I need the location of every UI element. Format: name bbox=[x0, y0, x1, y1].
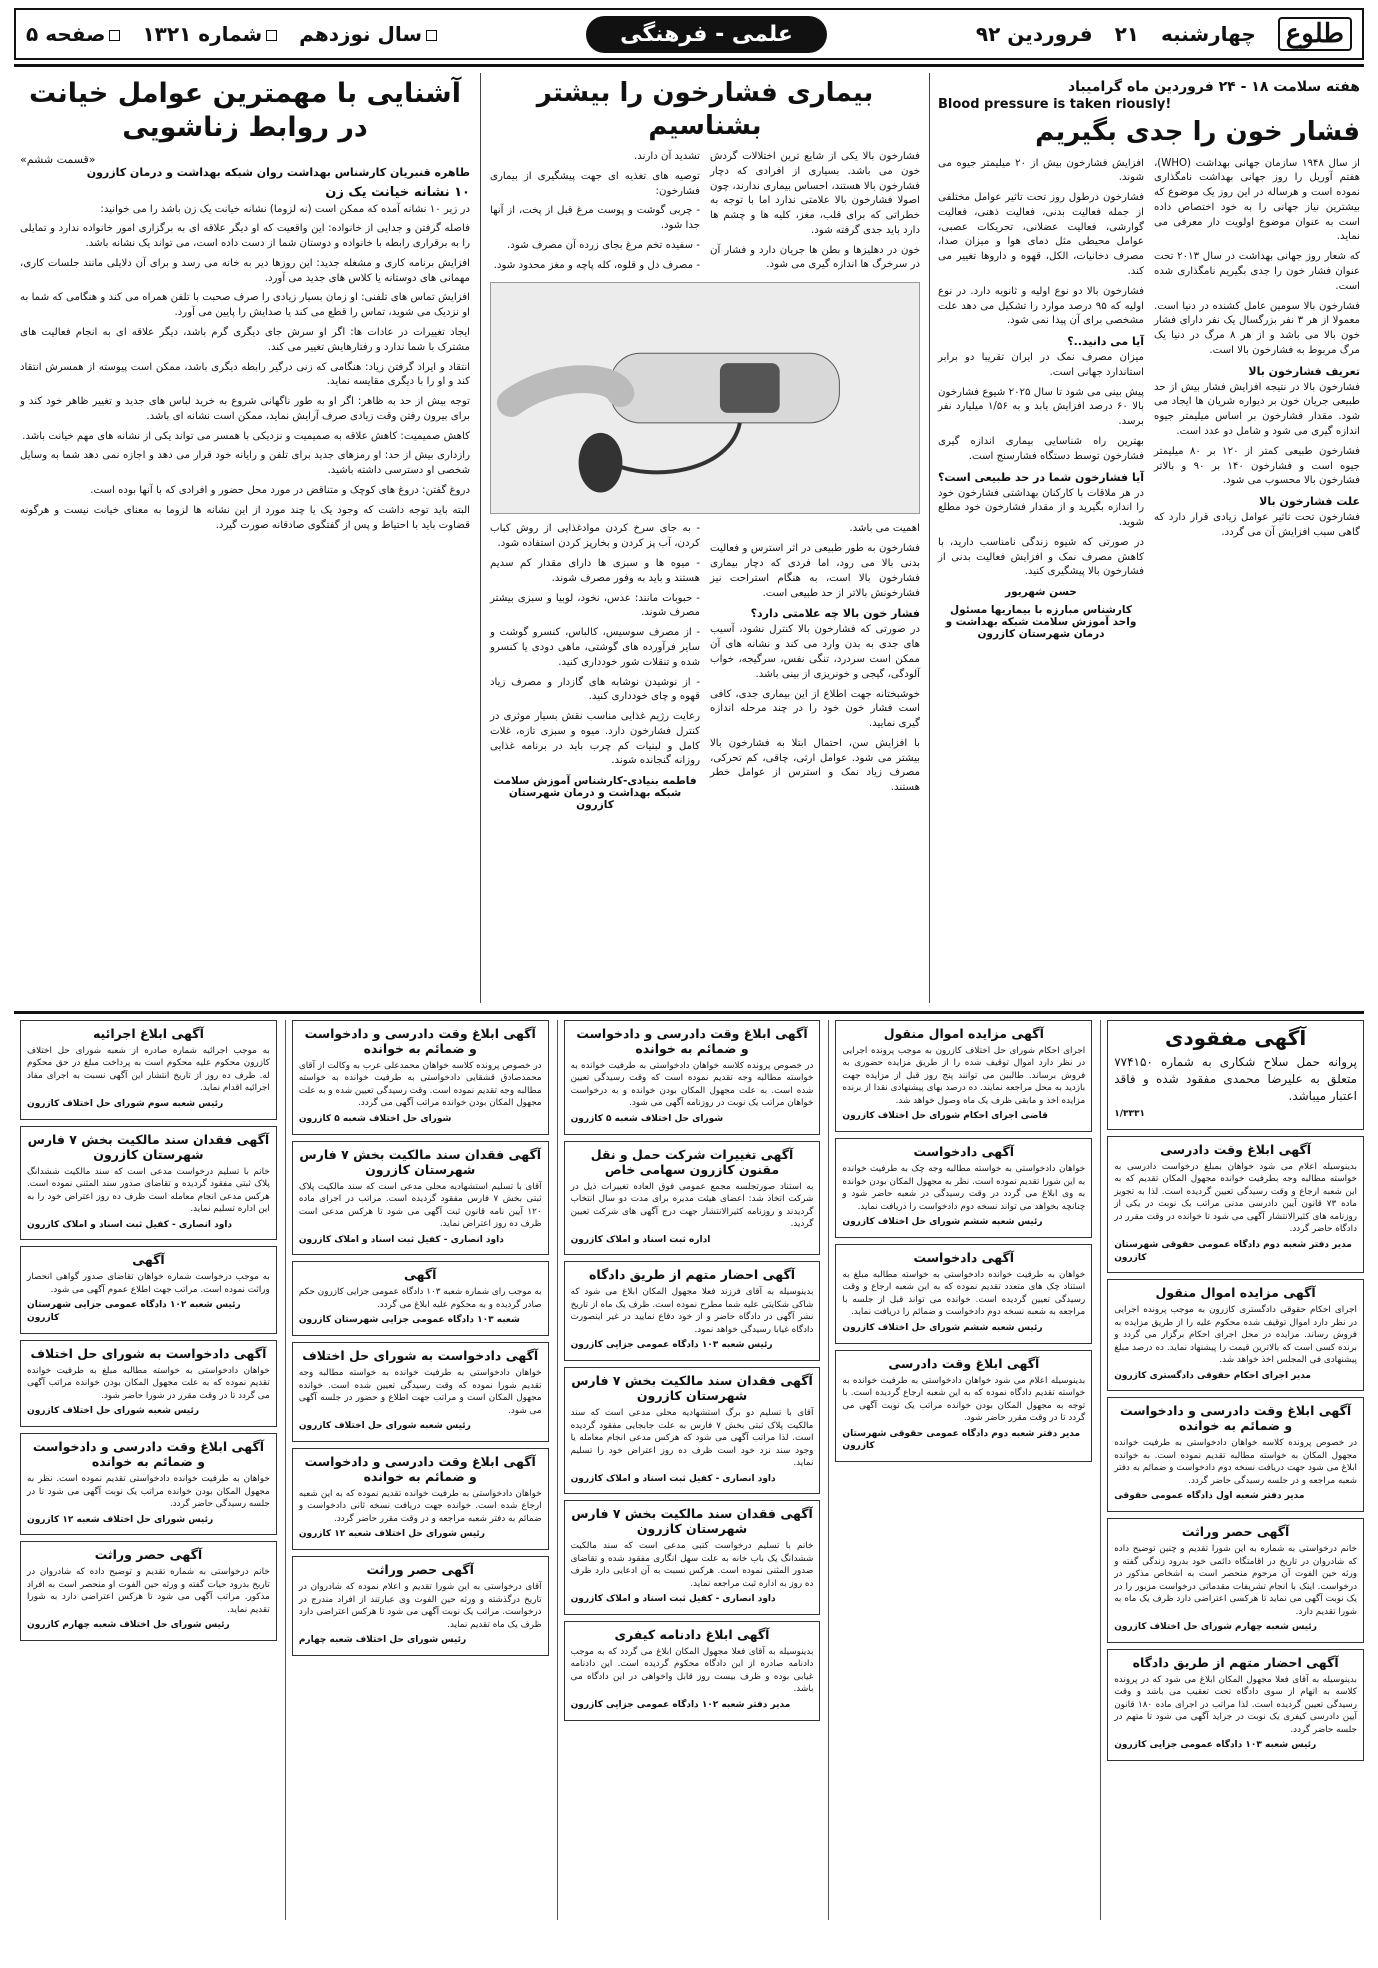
notice-body: خانم با تسلیم درخواست کتبی مدعی است که سند مالکیت ششدانگ یک باب خانه به علت سهل انگاری مفقود شده و تقاضای صدور المثنی نموده است. هرکس نسبت به آن ادعایی دارد ظرف ده روز به اداره ثبت مراجعه نماید. bbox=[570, 1541, 814, 1589]
notice-body: به موجب درخواست شماره خواهان تقاضای صدور گواهی انحصار وراثت نموده است. مراتب جهت اطلاع عموم آگهی می شود. bbox=[27, 1272, 270, 1295]
notice-title: آگهی bbox=[403, 1267, 437, 1283]
notice-title: آگهی ابلاغ وقت دادرسی و دادخواست و ضمائم به خوانده bbox=[304, 1026, 536, 1056]
notice-title: آگهی حصر وراثت bbox=[1181, 1524, 1290, 1540]
square-bullet-icon bbox=[266, 30, 277, 41]
paragraph: پیش بینی می شود تا سال ۲۰۲۵ شیوع فشارخون بالا ۶۰ درصد افزایش یابد و به ۱/۵۶ میلیارد نفر برسد. bbox=[938, 386, 1145, 428]
paragraph: خون در دهلیزها و بطن ها جریان دارد و فشار آن در سرخرگ ها اندازه گیری می شود. bbox=[710, 244, 920, 271]
article-column bbox=[710, 150, 920, 278]
ads-column bbox=[557, 1020, 821, 1920]
page-header bbox=[14, 8, 1364, 60]
header-rule bbox=[14, 64, 1364, 67]
issue-month-year: فروردین ۹۲ bbox=[975, 22, 1093, 46]
notice-signature: مدیر دفتر شعبه دوم دادگاه عمومی حقوقی شهرستان کازرون bbox=[842, 1428, 1081, 1452]
paragraph: - از نوشیدن نوشابه های گازدار و مصرف زیاد قهوه و چای خودداری کنید. bbox=[490, 676, 700, 703]
notice-signature: مدیر دفتر شعبه اول دادگاه عمومی حقوقی bbox=[1114, 1491, 1305, 1502]
notice-signature: رئیس شورای حل اختلاف شعبه ۱۲ کازرون bbox=[27, 1514, 214, 1525]
legal-notice bbox=[20, 1020, 277, 1120]
legal-notice bbox=[564, 1367, 821, 1494]
legal-notice bbox=[20, 1541, 277, 1641]
legal-notice bbox=[1107, 1136, 1364, 1273]
paragraph: فشارخون بالا یکی از شایع ترین اختلالات گردش خون می باشد. بسیاری از افرادی که دچار فشارخون بالا هستند، احساس بیماری ندارند، چون اصولا فشارخون بالا علامتی ندارد اما با توجه به خطراتی که برای قلب، مغز، کلیه ها و چشم ها دارد باید جدی گرفته شود. bbox=[710, 151, 920, 236]
notice-signature: رئیس شعبه ششم شورای حل اختلاف کازرون bbox=[842, 1217, 1043, 1228]
notice-signature: مدیر اجرای احکام حقوقی دادگستری کازرون bbox=[1114, 1370, 1311, 1381]
notice-title: آگهی فقدان سند مالکیت بخش ۷ فارس شهرستان کازرون bbox=[27, 1131, 270, 1162]
ads-column bbox=[14, 1020, 277, 1920]
legal-notice bbox=[20, 1246, 277, 1334]
notice-title: آگهی فقدان سند مالکیت بخش ۷ فارس شهرستان کازرون bbox=[571, 1373, 813, 1404]
article-headline: آشنایی با مهمترین عوامل خیانت در روابط زناشویی bbox=[29, 78, 461, 143]
article-english-kicker: Blood pressure is taken riously! bbox=[938, 97, 1172, 112]
subheading: آیا فشارخون شما در حد طبیعی است؟ bbox=[938, 470, 1144, 484]
blood-pressure-photo bbox=[490, 282, 920, 514]
series-label: «قسمت ششم» bbox=[20, 152, 96, 166]
notice-signature: شورای حل اختلاف شعبه ۵ کازرون bbox=[298, 1113, 452, 1124]
notice-title: آگهی ابلاغ وقت دادرسی و دادخواست و ضمائم به خوانده bbox=[576, 1026, 808, 1056]
notice-title: آگهی فقدان سند مالکیت بخش ۷ فارس شهرستان کازرون bbox=[299, 1146, 542, 1177]
notice-title: آگهی حصر وراثت bbox=[366, 1562, 474, 1578]
notice-title: آگهی حصر وراثت bbox=[94, 1547, 203, 1563]
paragraph: افزایش برنامه کاری و مشغله جدید: این روزها دیر به خانه می رسد و برای آن دلایلی مانند جلسات کاری، مهمانی های دوستانه یا کلاس های جدید می آورد. bbox=[20, 257, 470, 284]
notice-title: آگهی ابلاغ وقت دادرسی bbox=[1160, 1141, 1312, 1157]
article-body bbox=[14, 185, 476, 534]
notice-signature: مدیر دفتر شعبه ۱۰۲ دادگاه عمومی جزایی کازرون bbox=[570, 1699, 791, 1710]
legal-notice bbox=[564, 1500, 821, 1615]
subheading: ۱۰ نشانه خیانت یک زن bbox=[325, 184, 470, 200]
article-column bbox=[490, 522, 700, 811]
paragraph: - سفیده تخم مرغ بجای زرده آن مصرف شود. bbox=[507, 239, 700, 251]
paragraph: فشارخون بالا در نتیجه افزایش فشار بیش از حد طبیعی جریان خون بر دیواره شریان ها ایجاد می شود. مقدار فشارخون بر اساس میلیمتر جیوه اندازه گیری می شود و شامل دو عدد است. bbox=[1154, 381, 1360, 437]
ads-divider bbox=[14, 1011, 1364, 1014]
paragraph: با افزایش سن، احتمال ابتلا به فشارخون بالا بیشتر می شود. عوامل ارثی، چاقی، کم تحرکی، مصرف زیاد نمک و استرس از عوامل خطر هستند. bbox=[710, 737, 920, 794]
notice-title: آگهی تغییرات شرکت حمل و نقل مقنون کازرون سهامی خاص bbox=[590, 1146, 794, 1177]
paragraph: رازداری بیش از حد: او رمزهای جدید برای تلفن و رایانه خود قرار می دهد و اجازه نمی دهد شما به وسایل شخصی او دسترسی داشته باشید. bbox=[20, 450, 470, 477]
notice-title: آگهی ابلاغ وقت دادرسی bbox=[888, 1355, 1040, 1371]
notice-title: آگهی ابلاغ وقت دادرسی و دادخواست و ضمائم به خوانده bbox=[32, 1439, 265, 1470]
notice-title: آگهی دادخواست به شورای حل اختلاف bbox=[302, 1348, 539, 1364]
notice-signature: شورای حل اختلاف شعبه ۵ کازرون bbox=[570, 1113, 724, 1124]
legal-notice bbox=[835, 1020, 1092, 1132]
notice-body: پروانه حمل سلاح شکاری به شماره ۷۷۴۱۵۰ متعلق به علیرضا محمدی مفقود شده و فاقد اعتبار میباشد. bbox=[1114, 1055, 1357, 1104]
notice-signature: مدیر دفتر شعبه دوم دادگاه عمومی حقوقی شهرستان کازرون bbox=[1114, 1239, 1352, 1263]
notice-signature: داود انصاری - کفیل ثبت اسناد و املاک کازرون bbox=[570, 1473, 776, 1484]
legal-notice bbox=[564, 1261, 821, 1361]
paragraph: - چربی گوشت و پوست مرغ قبل از پخت، از آنها جدا شود. bbox=[490, 205, 700, 232]
notice-signature: رئیس شعبه ششم شورای حل اختلاف کازرون bbox=[842, 1322, 1043, 1333]
article-kicker: هفته سلامت ۱۸ - ۲۴ فروردین ماه گرامیباد bbox=[1067, 79, 1360, 95]
notice-title: آگهی مزایده اموال منقول bbox=[1155, 1285, 1316, 1301]
notice-title: آگهی احضار متهم از طریق دادگاه bbox=[588, 1267, 796, 1283]
paragraph: در هر ملاقات با کارکنان بهداشتی فشارخون خود را اندازه بگیرید و از مقدار فشارخون خود مطلع شوید. bbox=[938, 487, 1144, 529]
paragraph: توجه بیش از حد به ظاهر: اگر او به طور ناگهانی شروع به خرید لباس های جدید و تغییر ظاهر خود کند و برای بیرون رفتن وقت زیادی صرف آرایش نماید، ممکن است نشانه ای باشد. bbox=[20, 396, 470, 422]
notice-body: به موجب رای شماره شعبه ۱۰۳ دادگاه عمومی جزایی کازرون حکم صادر گردیده و به محکوم علیه ابلاغ می گردد. bbox=[298, 1287, 542, 1310]
legal-notice bbox=[835, 1244, 1092, 1344]
notice-signature: رئیس شعبه ۱۰۲ دادگاه عمومی جزایی شهرستان کازرون bbox=[27, 1300, 241, 1324]
legal-notice bbox=[1107, 1397, 1364, 1512]
paragraph: میزان مصرف نمک در ایران تقریبا دو برابر استاندارد جهانی است. bbox=[938, 352, 1144, 378]
legal-notice bbox=[1107, 1518, 1364, 1643]
paragraph: خوشبختانه جهت اطلاع از این بیماری جدی، کافی است فشار خون خود را در چند مرحله اندازه گیری نمایید. bbox=[710, 688, 920, 730]
column-divider bbox=[480, 73, 481, 1003]
notice-title: آگهی bbox=[132, 1252, 165, 1268]
notice-title: آگهی دادخواست bbox=[913, 1249, 1015, 1265]
article-know-hypertension bbox=[486, 73, 924, 1003]
legal-notices bbox=[14, 1020, 1364, 1920]
notice-title: آگهی ابلاغ وقت دادرسی و دادخواست و ضمائم به خوانده bbox=[1120, 1403, 1352, 1434]
paragraph: فشارخون بالا دو نوع اولیه و ثانویه دارد. در نوع اولیه که ۹۵ درصد موارد را تشکیل می دهد علت مشخصی برای آن پیدا نمی شود. bbox=[938, 285, 1144, 327]
header-left bbox=[26, 22, 437, 46]
paragraph: البته باید توجه داشت که وجود یک یا چند مورد از این نشانه ها لزوما به معنای خیانت نیست و هرگونه قضاوت باید با احتیاط و پس از گفتگوی صادقانه صورت گیرد. bbox=[20, 504, 470, 531]
paragraph: - مصرف دل و قلوه، کله پاچه و مغز محدود شود. bbox=[493, 259, 700, 271]
ads-column bbox=[1100, 1020, 1364, 1920]
article-column bbox=[1154, 157, 1360, 641]
notice-signature: رئیس شورای حل اختلاف شعبه چهارم کازرون bbox=[27, 1620, 230, 1631]
article-headline: فشار خون را جدی بگیریم bbox=[1035, 117, 1360, 147]
issue-day-number: ۲۱ bbox=[1114, 22, 1139, 46]
notice-title: آگهی دادخواست به شورای حل اختلاف bbox=[30, 1345, 267, 1361]
legal-notice bbox=[564, 1621, 821, 1721]
subheading: تعریف فشارخون بالا bbox=[1248, 364, 1360, 378]
notice-title: آگهی ابلاغ اجرائیه bbox=[92, 1026, 204, 1041]
legal-notice bbox=[292, 1342, 549, 1442]
legal-notice bbox=[292, 1556, 549, 1656]
notice-title: آگهی احضار متهم از طریق دادگاه bbox=[1132, 1654, 1339, 1670]
paragraph: فشارخون درطول روز تحت تاثیر عوامل مختلفی از جمله فعالیت بدنی، فعالیت ذهنی، فعالیت گوارشی، فعالیت عضلانی، تحریکات عصبی، عوامل محیطی مثل دمای هوا و میزان صدا، مصرف دخانیات، الکل، قهوه و داروها تغییر می کند. bbox=[938, 192, 1144, 277]
newspaper-logo: طلوع bbox=[1278, 17, 1352, 51]
notice-body: بدینوسیله به آقای فرزند فعلا مجهول المکان ابلاغ می شود که شاکی شکایتی علیه شما مطرح نموده است. ظرف یک ماه از تاریخ نشر آگهی در دادگاه حاضر و از خود دفاع نمایید در غیر اینصورت دادگاه غیابا رسیدگی خواهد نمود. bbox=[570, 1287, 814, 1335]
paragraph: - میوه ها و سبزی ها دارای مقدار کم سدیم هستند و باید به وفور مصرف شوند. bbox=[490, 558, 700, 584]
paragraph: که شعار روز جهانی بهداشت در سال ۲۰۱۳ تحت عنوان فشار خون را جدی بگیریم نامگذاری شده است. bbox=[1154, 251, 1361, 292]
notice-body: اجرای احکام شورای حل اختلاف کازرون به موجب پرونده اجرایی در نظر دارد اموال توقیف شده را از طریق مزایده حضوری به فروش برساند. طالبین می توانند پنج روز قبل از مزایده جهت بازدید به محل مراجعه نمایند. ده درصد بهای پیشنهادی نقدا از برنده مزایده اخذ و مابقی ظرف یک ماه وصول خواهد شد. bbox=[842, 1046, 1086, 1106]
article-column bbox=[938, 157, 1144, 641]
notice-body: در خصوص پرونده کلاسه خواهان دادخواستی به طرفیت خوانده به خواسته مطالبه وجه تقدیم نموده است که وقت رسیدگی تعیین شده است. به علت مجهول المکان بودن خوانده و به درخواست خواهان مراتب یک نوبت در روزنامه آگهی می شود. bbox=[570, 1061, 814, 1109]
notice-body: خانم با تسلیم درخواست مدعی است که سند مالکیت ششدانگ پلاک ثبتی مفقود گردیده و تقاضای صدور سند المثنی نموده است. هرکس مدعی انجام معامله است ظرف ده روز اعتراض خود را به این اداره تسلیم نماید. bbox=[27, 1166, 270, 1215]
paragraph: دروغ گفتن: دروغ های کوچک و متناقض در مورد محل حضور و افرادی که با آنها بوده است. bbox=[90, 485, 470, 496]
paragraph: تشدید آن دارند. bbox=[634, 151, 700, 162]
paragraph: فشارخون بالا سومین عامل کشنده در دنیا است. معمولا از هر ۳ نفر بزرگسال یک نفر دارای فشار خون بالا می باشد و از هر ۸ مرگ در دنیا یک مرگ مربوط به فشارخون بالا است. bbox=[1154, 300, 1361, 356]
legal-notice bbox=[292, 1448, 549, 1550]
ads-column bbox=[285, 1020, 549, 1920]
notice-title: آگهی ابلاغ دادنامه کیفری bbox=[614, 1627, 770, 1642]
notice-body: آقای با تسلیم دو برگ استشهادیه محلی مدعی است که سند مالکیت پلاک ثبتی بخش ۷ فارس به علت جابجایی مفقود گردیده است. لذا مراتب آگهی می شود که هرکس مدعی انجام معامله یا وجود سند نزد خود است ظرف ده روز اعتراض خود را تسلیم نماید. bbox=[570, 1408, 814, 1469]
notice-signature: داود انصاری - کفیل ثبت اسناد و املاک کازرون bbox=[27, 1219, 233, 1230]
legal-notice bbox=[1107, 1649, 1364, 1761]
paragraph: - حبوبات مانند: عدس، نخود، لوبیا و سبزی بیشتر مصرف شوند. bbox=[490, 592, 700, 619]
article-column bbox=[710, 522, 920, 811]
notice-body: بدینوسیله به آقای فعلا مجهول المکان ابلاغ می گردد که به موجب دادنامه صادره از این دادگاه محکوم گردیده است. این دادنامه غیابی بوده و ظرف بیست روز قابل واخواهی در این دادگاه می باشد. bbox=[570, 1647, 814, 1695]
legal-notice bbox=[292, 1141, 549, 1256]
article-headline: بیماری فشارخون را بیشتر بشناسیم bbox=[536, 78, 874, 141]
square-bullet-icon bbox=[109, 30, 120, 41]
paragraph: از سال ۱۹۴۸ سازمان جهانی بهداشت (WHO)، هفتم آوریل را روز جهانی بهداشت نامگذاری نموده است و هرساله در این روز یک موضوع که بیشترین نیاز جهانی را به خود اختصاص داده است به عنوان موضوع اولویت دار معرفی می نماید. bbox=[1154, 157, 1360, 243]
notice-signature: رئیس شعبه شورای حل اختلاف کازرون bbox=[27, 1406, 200, 1417]
article-column bbox=[20, 203, 470, 534]
paragraph: کاهش صمیمیت: کاهش علاقه به صمیمیت و نزدیکی با همسر می تواند یکی از نشانه های مهم خیانت باشد. bbox=[22, 430, 470, 442]
notice-body: آقای با تسلیم استشهادیه محلی مدعی است که سند مالکیت پلاک ثبتی بخش ۷ فارس مفقود گردیده است. مراتب در اجرای ماده ۱۲۰ آیین نامه قانون ثبت آگهی می شود تا هرکس مدعی است ظرف ده روز اعتراض نماید. bbox=[298, 1181, 542, 1230]
paragraph: اهمیت می باشد. bbox=[849, 523, 920, 535]
issue-day: چهارشنبه bbox=[1160, 22, 1256, 46]
notice-signature: رئیس شعبه ۱۰۳ دادگاه عمومی جزایی کازرون bbox=[1114, 1740, 1317, 1751]
notice-body: در خصوص پرونده کلاسه خواهان دادخواستی به طرفیت خوانده مجهول المکان به خواسته مطالبه تقدیم نموده است. به خوانده ابلاغ می شود جهت دریافت نسخه دوم دادخواست و ضمائم به دفتر شعبه مراجعه و در جلسه رسیدگی حاضر گردد. bbox=[1114, 1438, 1357, 1486]
header-right bbox=[976, 17, 1352, 51]
article-column bbox=[490, 150, 700, 278]
paragraph: توصیه های تغذیه ای جهت پیشگیری از بیماری فشارخون: bbox=[490, 170, 700, 197]
notice-body: خواهان دادخواستی به خواسته مطالبه وجه چک به طرفیت خوانده به این شورا تقدیم نموده است. نظر به مجهول المکان بودن خوانده به وی ابلاغ می گردد در وقت رسیدگی در شعبه حاضر شود و چنانچه بخواهد می تواند نسخه دوم دادخواست را دریافت نماید. bbox=[842, 1164, 1086, 1212]
notice-body: خواهان به طرفیت خوانده دادخواستی تقدیم نموده است. نظر به مجهول المکان بودن خوانده مراتب یک نوبت آگهی می شود تا در جلسه رسیدگی حاضر گردد. bbox=[27, 1474, 270, 1510]
notice-title: آگهی ابلاغ وقت دادرسی و دادخواست و ضمائم به خوانده bbox=[304, 1453, 536, 1484]
notice-body: خواهان دادخواستی به طرفیت خوانده به خواسته مطالبه وجه تقدیم شورا نموده که وقت رسیدگی تعیین شده است. خوانده مجهول المکان است و مراتب جهت اطلاع و حضور در جلسه آگهی می شود. bbox=[298, 1368, 542, 1416]
legal-notice bbox=[20, 1340, 277, 1427]
notice-title: آگهی دادخواست bbox=[913, 1144, 1015, 1160]
subheading: آیا می دانید..؟ bbox=[1067, 335, 1144, 349]
article-infidelity bbox=[14, 73, 476, 1003]
article-columns bbox=[934, 157, 1364, 641]
legal-notice bbox=[564, 1141, 821, 1256]
paragraph: بهترین راه شناسایی بیماری اندازه گیری فشارخون توسط دستگاه فشارسنج است. bbox=[938, 436, 1144, 462]
notice-signature: ۱/۳۳۳۱ bbox=[1114, 1109, 1145, 1120]
ads-column bbox=[828, 1020, 1092, 1920]
notice-signature: داود انصاری - کفیل ثبت اسناد و املاک کازرون bbox=[298, 1234, 504, 1245]
paragraph: فشارخون تحت تاثیر عوامل زیادی قرار دارد که گاهی سبب افزایش آن می گردد. bbox=[1154, 512, 1360, 538]
year-label: سال نوزدهم bbox=[299, 22, 437, 46]
author-credit: فاطمه بنیادی-کارشناس آموزش سلامت شبکه بهداشت و درمان شهرستان کازرون bbox=[493, 775, 697, 812]
paragraph: در صورتی که شیوه زندگی نامناسب دارید، با کاهش مصرف نمک و افزایش فعالیت بدنی از فشارخون بالا پیشگیری کنید. bbox=[938, 536, 1144, 578]
legal-notice bbox=[292, 1261, 549, 1336]
notice-body: آقای درخواستی به این شورا تقدیم و اعلام نموده که شادروان در تاریخ درگذشته و ورثه حین الفوت وی عبارتند از افراد مندرج در درخواست. مراتب یک نوبت آگهی می شود تا هرکس اعتراضی دارد ظرف یک ماه تقدیم نماید. bbox=[298, 1582, 542, 1630]
paragraph: - از مصرف سوسیس، کالباس، کنسرو گوشت و سایر فرآورده های گوشتی، ماهی دودی یا کنسرو شده و تنقلات شور خودداری کنید. bbox=[490, 627, 700, 668]
paragraph: فاصله گرفتن و جدایی از خانواده: این واقعیت که او دیگر علاقه ای به برگزاری امور خانواده ندارد و تمایلی را به برقراری رابطه با خانواده و دوستان شما از دست داده است، می تواند یک نشانه باشد. bbox=[20, 223, 470, 250]
author-name: حسن شهریور bbox=[1005, 586, 1077, 599]
square-bullet-icon bbox=[426, 30, 437, 41]
notice-signature: قاضی اجرای احکام شورای حل اختلاف کازرون bbox=[842, 1111, 1048, 1122]
author-byline: طاهره قنبریان کارشناس بهداشت روان شبکه بهداشت و درمان کازرون bbox=[86, 165, 470, 179]
articles-row bbox=[14, 73, 1364, 1003]
notice-signature: اداره ثبت اسناد و املاک کازرون bbox=[570, 1234, 711, 1245]
notice-body: خواهان دادخواستی به خواسته مطالبه مبلغ به طرفیت خوانده تقدیم نموده که به علت مجهول المکان بودن خوانده مراتب آگهی می گردد تا در وقت مقرر در شورا حاضر شود. bbox=[27, 1365, 270, 1401]
subheading: فشار خون بالا چه علامتی دارد؟ bbox=[750, 607, 920, 621]
notice-signature: رئیس شورای حل اختلاف شعبه چهارم bbox=[298, 1635, 467, 1645]
paragraph: در صورتی که فشارخون بالا کنترل نشود، آسیب های جدی به بدن وارد می کند و نشانه های آن ممکن است سردرد، تنگی نفس، سرگیجه، خواب آلودگی، گیجی و خونریزی از بینی باشد. bbox=[710, 624, 920, 680]
issue-label: شماره ۱۳۲۱ bbox=[142, 22, 277, 46]
legal-notice bbox=[292, 1020, 549, 1135]
notice-signature: رئیس شورای حل اختلاف شعبه ۱۲ کازرون bbox=[298, 1529, 485, 1540]
notice-title: آگهی فقدان سند مالکیت بخش ۷ فارس شهرستان کازرون bbox=[571, 1506, 813, 1537]
article-columns-lower bbox=[486, 522, 924, 811]
paragraph: ایجاد تغییرات در عادات ها: اگر او سرش جای دیگری گرم باشد، دیگر علاقه ای به انجام فعالیت های مشترک با شما ندارد و رفتارهایش تغییر می کند. bbox=[20, 326, 470, 353]
sphygmomanometer-icon bbox=[491, 283, 919, 513]
paragraph: در زیر ۱۰ نشانه آمده که ممکن است (نه لزوما) نشانه خیانت یک زن باشد را می خوانید: bbox=[100, 203, 470, 215]
author-credit: کارشناس مبارزه با بیماریها مسئول واحد آموزش سلامت شبکه بهداشت و درمان شهرستان کازرون bbox=[945, 604, 1137, 641]
notice-signature: رئیس شعبه چهارم شورای حل اختلاف کازرون bbox=[1114, 1622, 1317, 1633]
legal-notice bbox=[1107, 1279, 1364, 1391]
column-divider bbox=[929, 73, 930, 1003]
notice-body: بدینوسیله اعلام می شود خواهان بمبلغ درخواست دادرسی به خواسته مطالبه وجه بطرفیت خوانده مجهول المکان تقدیم که به این شعبه ارجاع و وقت رسیدگی تعیین گردیده است. لذا به تجویز ماده ۷۳ قانون آیین دادرسی مدنی مراتب یک نوبت در یکی از روزنامه های کثیرالانتشار آگهی می شود تا خوانده در وقت مقرر در دادگاه حاضر گردد. bbox=[1114, 1161, 1357, 1235]
legal-notice bbox=[20, 1433, 277, 1535]
notice-signature: شعبه ۱۰۳ دادگاه عمومی جزایی شهرستان کازرون bbox=[298, 1315, 520, 1326]
article-columns bbox=[486, 150, 924, 278]
subheading: علت فشارخون بالا bbox=[1259, 495, 1360, 509]
legal-notice bbox=[20, 1126, 277, 1241]
notice-body: بدینوسیله به آقای فعلا مجهول المکان ابلاغ می شود که در پرونده کلاسه به اتهام از سوی دادگاه تحت تعقیب می باشد و وقت رسیدگی تعیین گردیده است. لذا مراتب در اجرای ماده ۱۸۰ قانون آیین دادرسی کیفری یک نوبت در جراید آگهی می شود تا متهم در جلسه حاضر گردد. bbox=[1114, 1674, 1357, 1735]
paragraph: انتقاد و ایراد گرفتن زیاد: هنگامی که زنی درگیر رابطه دیگری باشد، ممکن است پیوسته از همسرش انتقاد کند و او را با دیگری مقایسه نماید. bbox=[20, 361, 470, 388]
legal-notice bbox=[835, 1350, 1092, 1462]
section-title: علمی - فرهنگی bbox=[586, 16, 827, 53]
legal-notice bbox=[1107, 1020, 1364, 1130]
article-blood-pressure bbox=[934, 73, 1364, 1003]
paragraph: رعایت رژیم غذایی مناسب نقش بسیار موثری در کنترل فشارخون دارد. میوه و سبزی تازه، غلات کامل و لبنیات کم چرب باید در برنامه غذایی روزانه گنجانده شوند. bbox=[490, 711, 700, 767]
legal-notice bbox=[835, 1138, 1092, 1238]
notice-body: خواهان دادخواستی به طرفیت خوانده تقدیم نموده که به این شعبه ارجاع شده است. خوانده جهت دریافت نسخه ثانی دادخواست و ضمائم به دفتر شعبه مراجعه و در وقت مقرر حاضر گردد. bbox=[298, 1488, 542, 1524]
notice-signature: رئیس شعبه سوم شورای حل اختلاف کازرون bbox=[27, 1098, 224, 1109]
paragraph: - به جای سرخ کردن موادغذایی از روش کباب کردن، آب پز کردن و بخارپز کردن استفاده شود. bbox=[490, 523, 700, 550]
notice-body: اجرای احکام حقوقی دادگستری کازرون به موجب پرونده اجرایی در نظر دارد اموال توقیف شده محکوم علیه را از طریق مزایده به فروش رساند. مزایده در محل اجرای احکام برگزار می گردد و برنده کسی است که بالاترین قیمت را پیشنهاد نماید. ده درصد مبلغ پیشنهادی فی المجلس اخذ خواهد شد. bbox=[1114, 1305, 1357, 1366]
notice-title: آگهی مزایده اموال منقول bbox=[883, 1026, 1044, 1041]
paragraph: فشارخون به طور طبیعی در اثر استرس و فعالیت بدنی بالا می رود، اما فردی که دچار بیماری فشارخون بالا است، به هنگام استراحت نیز فشارخونش بالاتر از حد طبیعی است. bbox=[710, 543, 920, 599]
notice-body: خانم درخواستی به شماره به این شورا تقدیم و چنین توضیح داده که شادروان در تاریخ در اقامتگاه دائمی خود بدرود زندگی گفته و ورثه حین الفوت آن مرحوم منحصر است به اشخاص مذکور در درخواست. اینک با انجام تشریفات مقدماتی درخواست مزبور را در یک نوبت آگهی می نماید تا هرکسی اعتراضی دارد ظرف یک ماه به شورا تقدیم دارد. bbox=[1114, 1544, 1357, 1617]
notice-body: به موجب اجرائیه شماره صادره از شعبه شورای حل اختلاف کازرون محکوم علیه محکوم است به پرداخت مبلغ در حق محکوم له. ظرف ده روز از تاریخ انتشار این آگهی نسبت به اجرای مفاد اجرائیه اقدام نماید. bbox=[27, 1046, 270, 1094]
notice-signature: رئیس شعبه شورای حل اختلاف کازرون bbox=[298, 1421, 471, 1432]
legal-notice bbox=[564, 1020, 821, 1135]
paragraph: فشارخون طبیعی کمتر از ۱۲۰ بر ۸۰ میلیمتر جیوه است و فشارخون ۱۴۰ بر ۹۰ و بالاتر فشارخون بالا محسوب می شود. bbox=[1154, 445, 1360, 487]
notice-signature: رئیس شعبه ۱۰۳ دادگاه عمومی جزایی کازرون bbox=[570, 1340, 773, 1351]
notice-body: خواهان به طرفیت خوانده دادخواستی به خواسته مطالبه مبلغ به استناد چک های متعدد تقدیم نموده که به این شعبه ارجاع و وقت رسیدگی تعیین گردیده است. خوانده می تواند قبل از جلسه با مراجعه به شعبه نسخه دوم دادخواست و ضمائم را دریافت نماید. bbox=[842, 1269, 1086, 1318]
notice-body: به استناد صورتجلسه مجمع عمومی فوق العاده تغییرات ذیل در شرکت اتخاذ شد: اعضای هیئت مدیره برای مدت دو سال انتخاب گردیدند و روزنامه کثیرالانتشار جهت درج آگهی های شرکت تعیین گردید. bbox=[570, 1181, 814, 1230]
page-number-label: صفحه ۵ bbox=[26, 22, 120, 46]
notice-body: بدینوسیله اعلام می شود خواهان دادخواستی به طرفیت خوانده به خواسته تقدیم دادگاه نموده که به این شعبه ارجاع گردیده است. با توجه به مجهول المکان بودن خوانده مراتب یک نوبت آگهی می گردد تا در وقت مقرر حاضر شود. bbox=[842, 1375, 1086, 1424]
paragraph: افزایش تماس های تلفنی: او زمان بسیار زیادی را صرف صحبت با تلفن همراه می کند و هنگامی که شما به او نزدیک می شوید، تماس را قطع می کند یا صدایش را پایین می آورد. bbox=[20, 292, 470, 319]
notice-body: در خصوص پرونده کلاسه خواهان محمدعلی عرب به وکالت از آقای محمدصادق قشقایی دادخواستی به طرفیت خوانده به خواسته مطالبه وجه تقدیم نموده است. وقت رسیدگی تعیین شده و به علت مجهول المکان بودن خوانده مراتب آگهی می گردد. bbox=[298, 1061, 542, 1109]
notice-body: خانم درخواستی به شماره تقدیم و توضیح داده که شادروان در تاریخ بدرود حیات گفته و ورثه حین الفوت او منحصر است به افراد مذکور. مراتب آگهی می شود تا هرکس اعتراضی دارد به شورا تقدیم نماید. bbox=[27, 1567, 270, 1615]
notice-signature: داود انصاری - کفیل ثبت اسناد و املاک کازرون bbox=[570, 1594, 776, 1605]
paragraph: افزایش فشارخون بیش از ۲۰ میلیمتر جیوه می شوند. bbox=[938, 157, 1144, 184]
notice-title: آگهی مفقودی bbox=[1165, 1026, 1307, 1050]
